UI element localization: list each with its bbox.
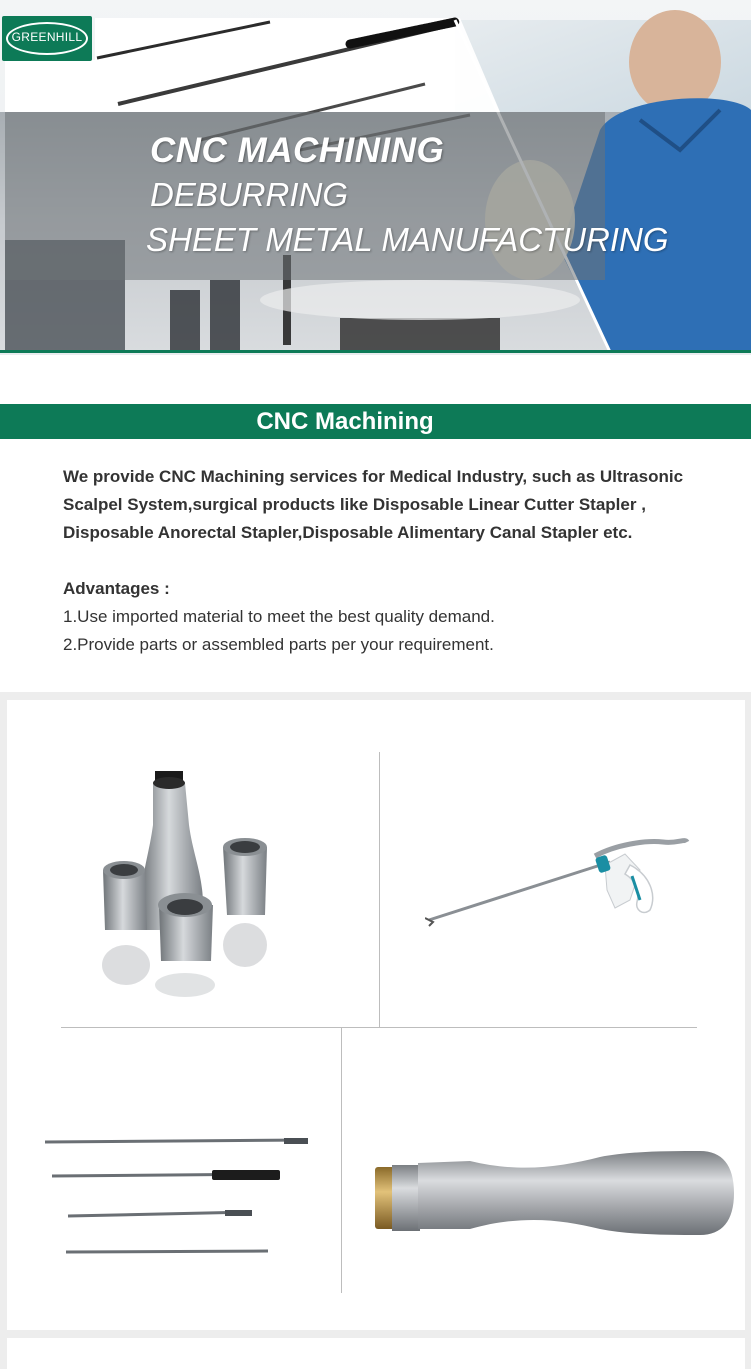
hero-banner: [0, 0, 751, 355]
grid-divider-vertical-bottom: [341, 1028, 342, 1293]
surgical-instrument-icon[interactable]: [425, 830, 695, 930]
section-title: CNC Machining: [256, 408, 434, 435]
advantage-item-1: 1.Use imported material to meet the best quality demand.: [63, 607, 495, 626]
scalpel-handle-icon[interactable]: [370, 1145, 738, 1245]
banner-title: CNC MACHINING: [150, 131, 445, 170]
logo-text: GREENHILL: [11, 30, 83, 44]
grid-divider-vertical-top: [379, 752, 380, 1027]
banner-subtitle-2: SHEET METAL MANUFACTURING: [146, 221, 669, 258]
advantage-item-2: 2.Provide parts or assembled parts per your requirement.: [63, 635, 494, 654]
banner-bottom-rule: [0, 350, 751, 353]
product-gallery-footer: [7, 1338, 745, 1369]
advantages-title: Advantages :: [63, 579, 170, 598]
machined-cylinder-parts-icon[interactable]: [95, 765, 285, 1000]
machined-rods-icon[interactable]: [40, 1130, 315, 1260]
banner-subtitle-1: DEBURRING: [150, 176, 349, 213]
brand-logo[interactable]: [2, 16, 92, 61]
service-description: We provide CNC Machining services for Medical Industry, such as Ultrasonic Scalpel System,surgical products like Disposable Linear Cutter Stapler , Disposable Anorectal Stapler,Disposable Alimentary Canal Stapler etc.: [63, 467, 684, 542]
grid-divider-horizontal: [61, 1027, 697, 1028]
